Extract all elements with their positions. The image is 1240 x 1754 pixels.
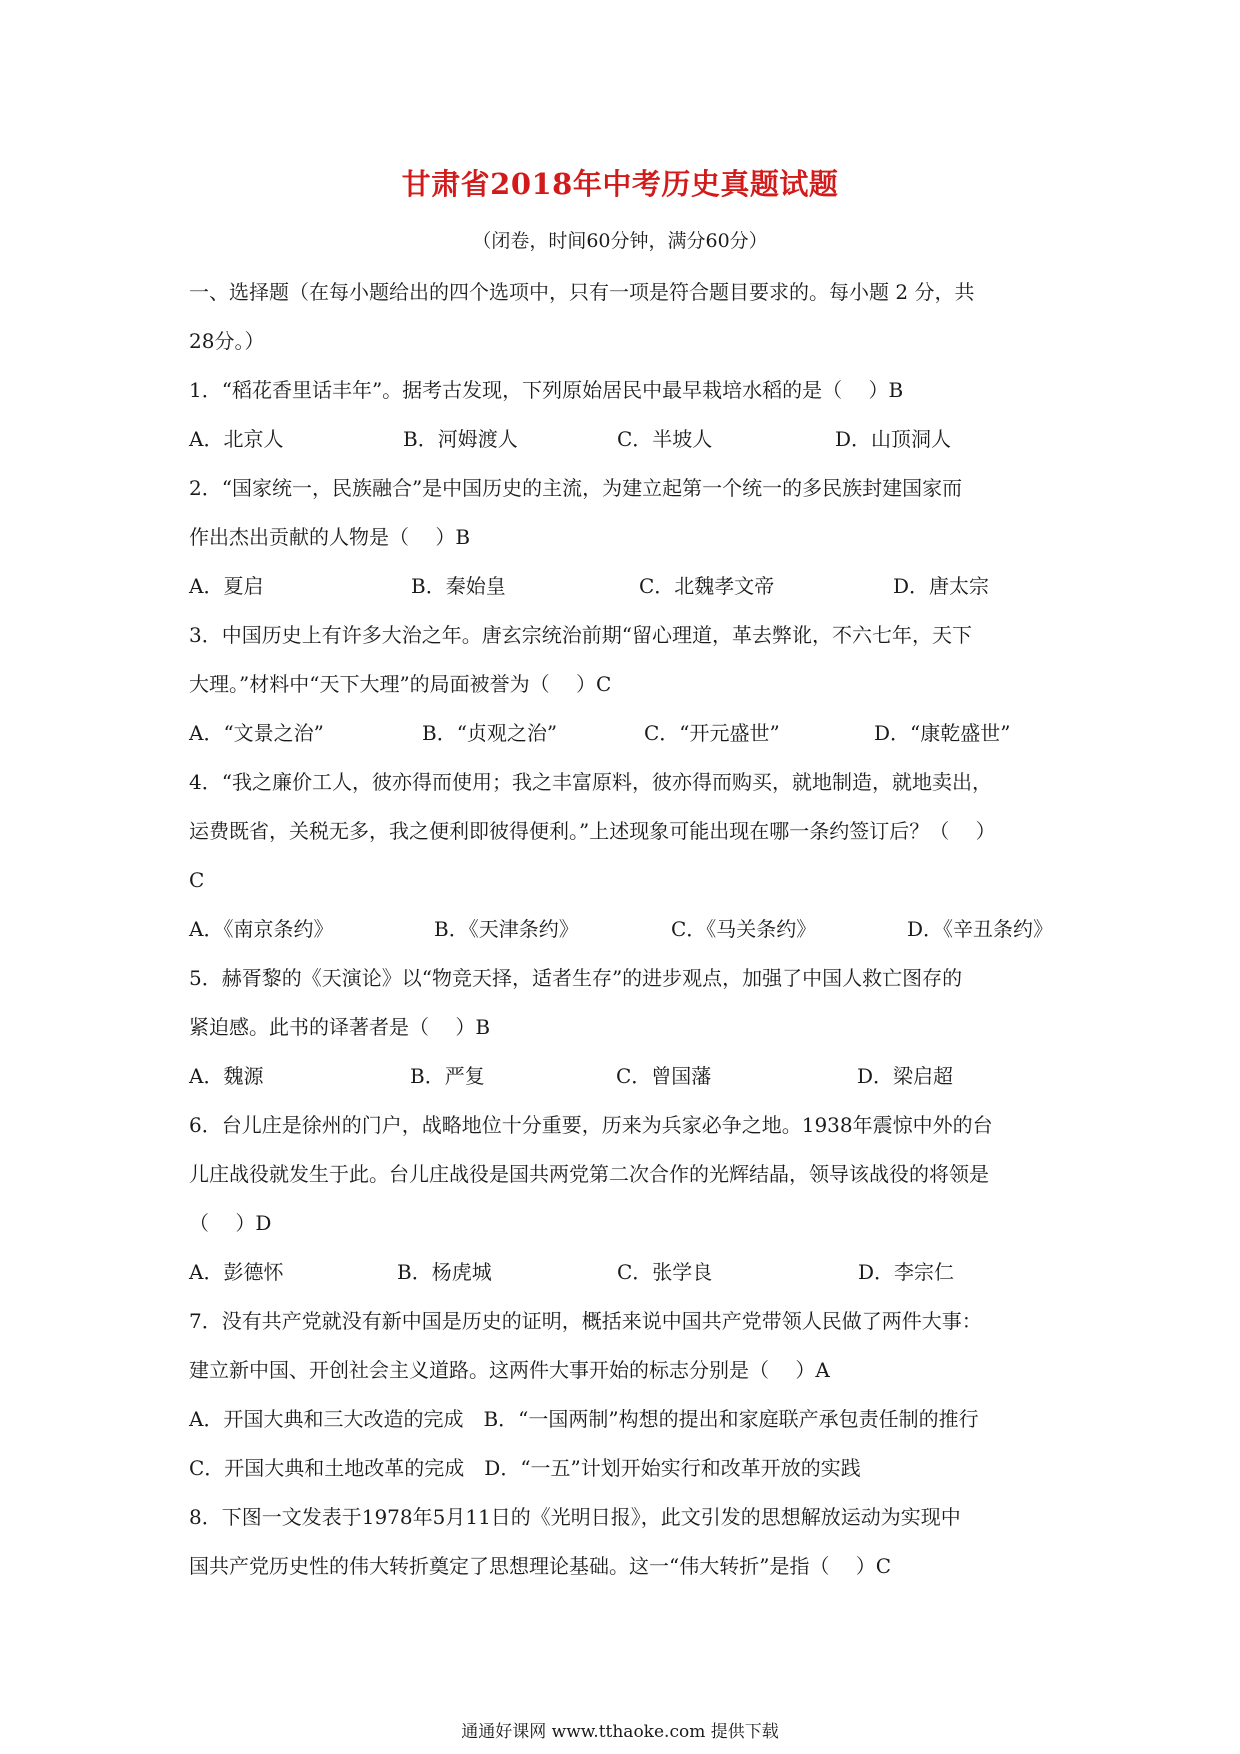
question-4 (189, 758, 1059, 954)
question-text-cont: 作出杰出贡献的人物是（ ）B (189, 525, 471, 549)
question-text: 7．没有共产党就没有新中国是历史的证明，概括来说中国共产党带领人民做了两件大事： (189, 1309, 982, 1333)
exam-subtitle: （闭卷，时间60分钟，满分60分） (472, 230, 768, 252)
option-c: C．《马关条约》 (671, 917, 817, 941)
question-text-cont: 紧迫感。此书的译著者是（ ）B (189, 1015, 491, 1039)
option-b: B．《天津条约》 (434, 917, 579, 941)
section-instruction-cont: 28分。） (189, 329, 265, 353)
option-d: D．梁启超 (857, 1064, 954, 1088)
option-a: A．夏启 (189, 574, 264, 598)
question-text: 3．中国历史上有许多大治之年。唐玄宗统治前期“留心理道，革去弊讹，不六七年，天下 (189, 623, 972, 647)
question-answer: （ ）D (189, 1211, 272, 1235)
option-a: A．“文景之治” (189, 721, 324, 745)
question-text-cont: 儿庄战役就发生于此。台儿庄战役是国共两党第二次合作的光辉结晶，领导该战役的将领是 (189, 1162, 989, 1186)
option-b: B．秦始皇 (411, 574, 506, 598)
options-row-cd: C．开国大典和土地改革的完成 D．“一五”计划开始实行和改革开放的实践 (189, 1456, 861, 1480)
option-c: C．张学良 (617, 1260, 713, 1284)
options-row (189, 709, 1059, 758)
option-c: C．曾国藩 (616, 1064, 712, 1088)
option-c: C．北魏孝文帝 (639, 574, 775, 598)
question-text-cont: 大理。”材料中“天下大理”的局面被誉为（ ）C (189, 672, 612, 696)
options-row (189, 562, 1059, 611)
question-text-cont: 运费既省，关税无多，我之便利即彼得便利。”上述现象可能出现在哪一条约签订后？（ ） (189, 819, 996, 843)
options-row (189, 1248, 1059, 1297)
option-d: D．“康乾盛世” (874, 721, 1011, 745)
options-row (189, 1052, 1059, 1101)
option-d: D．山顶洞人 (835, 427, 952, 451)
question-answer: C (189, 868, 205, 892)
option-c: C．“开元盛世” (644, 721, 780, 745)
page-footer: 通通好课网 www.tthaoke.com 提供下载 (461, 1722, 779, 1742)
option-a: A．彭德怀 (189, 1260, 284, 1284)
question-5 (189, 954, 1059, 1101)
options-row-ab: A．开国大典和三大改造的完成 B．“一国两制”构想的提出和家庭联产承包责任制的推行 (189, 1407, 979, 1431)
option-a: A．北京人 (189, 427, 284, 451)
option-d: D．唐太宗 (893, 574, 990, 598)
question-8 (189, 1493, 1059, 1591)
option-d: D．《辛丑条约》 (907, 917, 1054, 941)
page-title: 甘肃省2018年中考历史真题试题 (401, 167, 839, 201)
option-a: A．魏源 (189, 1064, 264, 1088)
question-text: 4．“我之廉价工人，彼亦得而使用；我之丰富原料，彼亦得而购买，就地制造，就地卖出， (189, 770, 992, 794)
option-b: B．严复 (410, 1064, 485, 1088)
question-7 (189, 1297, 1059, 1493)
exam-body (189, 268, 1059, 1591)
question-text-cont: 国共产党历史性的伟大转折奠定了思想理论基础。这一“伟大转折”是指（ ）C (189, 1554, 892, 1578)
question-text: 5．赫胥黎的《天演论》以“物竞天择，适者生存”的进步观点，加强了中国人救亡图存的 (189, 966, 963, 990)
option-a: A．《南京条约》 (189, 917, 334, 941)
question-text: 6．台儿庄是徐州的门户，战略地位十分重要，历来为兵家必争之地。1938年震惊中外的台 (189, 1113, 993, 1137)
option-c: C．半坡人 (617, 427, 713, 451)
option-b: B．杨虎城 (397, 1260, 492, 1284)
option-b: B．河姆渡人 (403, 427, 518, 451)
options-row (189, 415, 1059, 464)
question-6 (189, 1101, 1059, 1297)
section-instruction: 一、选择题（在每小题给出的四个选项中，只有一项是符合题目要求的。每小题 2 分，共 (189, 280, 975, 304)
option-b: B．“贞观之治” (422, 721, 558, 745)
question-3 (189, 611, 1059, 758)
question-1 (189, 366, 1059, 464)
options-row (189, 905, 1059, 954)
option-d: D．李宗仁 (858, 1260, 955, 1284)
question-2 (189, 464, 1059, 611)
question-text: 2．“国家统一，民族融合”是中国历史的主流，为建立起第一个统一的多民族封建国家而 (189, 476, 963, 500)
question-text-cont: 建立新中国、开创社会主义道路。这两件大事开始的标志分别是（ ）A (189, 1358, 830, 1382)
question-text: 1．“稻花香里话丰年”。据考古发现，下列原始居民中最早栽培水稻的是（ ）B (189, 378, 904, 402)
question-text: 8．下图一文发表于1978年5月11日的《光明日报》，此文引发的思想解放运动为实现中 (189, 1505, 961, 1529)
